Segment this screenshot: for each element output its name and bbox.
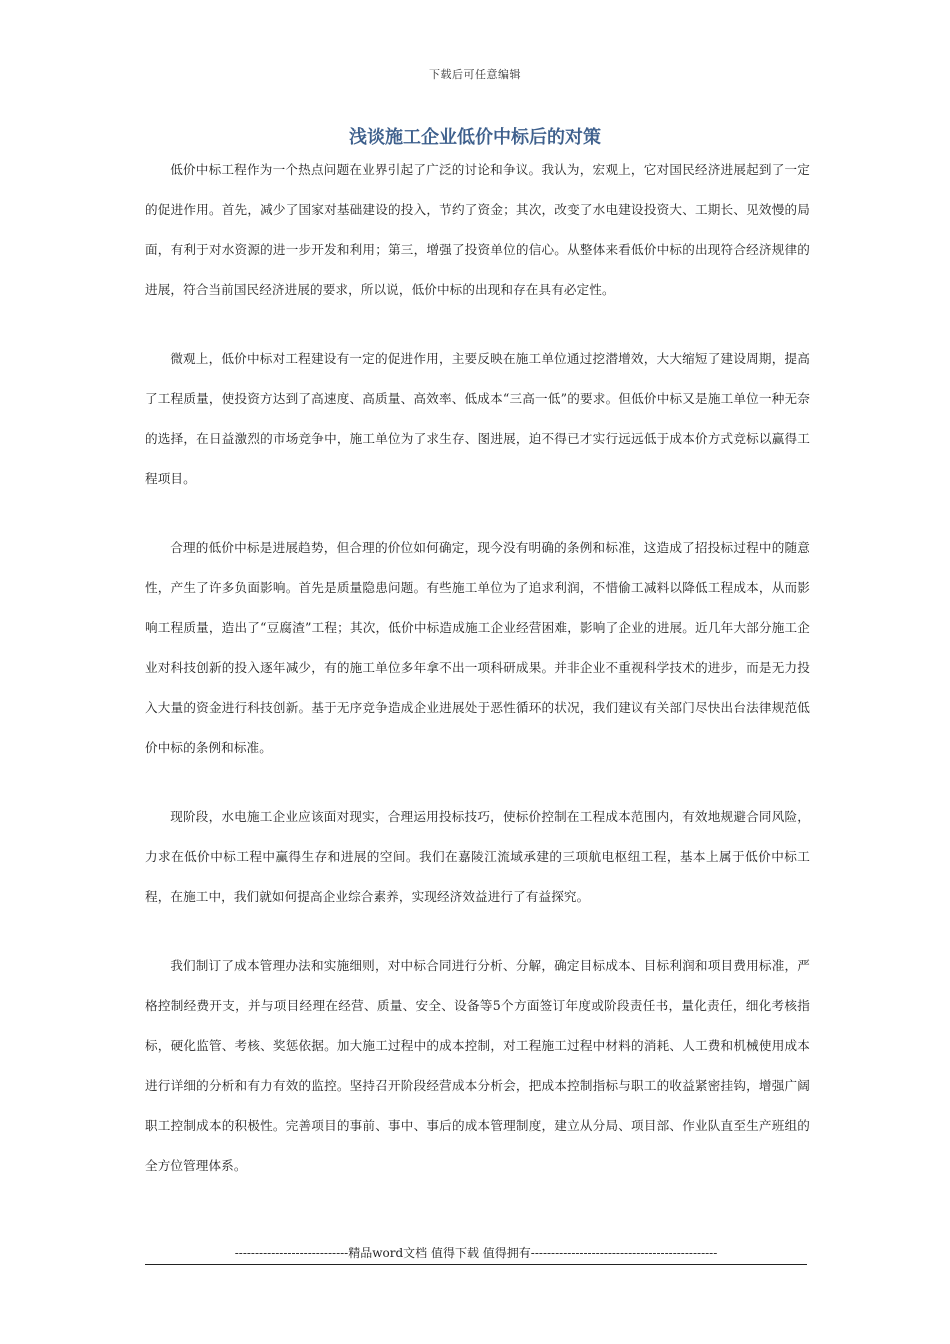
paragraph: 合理的低价中标是进展趋势，但合理的价位如何确定，现今没有明确的条例和标准，这造成了招投标过程中的随意性，产生了许多负面影响。首先是质量隐患问题。有些施工单位为了追求利润，不惜偷工减料以降低工程成本，从而影响工程质量，造出了“豆腐渣”工程；其次，低价中标造成施工企业经营困难，影响了企业的进展。近几年大部分施工企业对科技创新的投入逐年减少，有的施工单位多年拿不出一项科研成果。并非企业不重视科学技术的进步，而是无力投入大量的资金进行科技创新。基于无序竞争造成企业进展处于恶性循环的状况，我们建议有关部门尽快出台法律规范低价中标的条例和标准。 [145, 540, 810, 755]
document-title: 浅谈施工企业低价中标后的对策 [349, 127, 601, 148]
paragraph: 低价中标工程作为一个热点问题在业界引起了广泛的讨论和争议。我认为，宏观上，它对国民经济进展起到了一定的促进作用。首先，减少了国家对基础建设的投入，节约了资金；其次，改变了水电建设投资大、工期长、见效慢的局面，有利于对水资源的进一步开发和利用；第三，增强了投资单位的信心。从整体来看低价中标的出现符合经济规律的进展，符合当前国民经济进展的要求，所以说，低价中标的出现和存在具有必定性。 [145, 162, 810, 297]
paragraph: 微观上，低价中标对工程建设有一定的促进作用，主要反映在施工单位通过挖潜增效，大大缩短了建设周期，提高了工程质量，使投资方达到了高速度、高质量、高效率、低成本“三高一低”的要求。但低价中标又是施工单位一种无奈的选择，在日益激烈的市场竞争中，施工单位为了求生存、图进展，迫不得已才实行远远低于成本价方式竞标以赢得工程项目。 [145, 351, 810, 486]
page-footer: ----------------------------精品word文档 值得下载 值得拥有---------------------------------------------- [145, 1244, 807, 1265]
document-body [145, 150, 810, 1215]
header-note: 下载后可任意编辑 [429, 68, 521, 81]
paragraph: 我们制订了成本管理办法和实施细则，对中标合同进行分析、分解，确定目标成本、目标利润和项目费用标准，严格控制经费开支，并与项目经理在经营、质量、安全、设备等5个方面签订年度或阶段责任书，量化责任，细化考核指标，硬化监管、考核、奖惩依据。加大施工过程中的成本控制，对工程施工过程中材料的消耗、人工费和机械使用成本 进行详细的分析和有力有效的监控。坚持召开阶段经营成本分析会，把成本控制指标与职工的收益紧密挂钩，增强广阔职工控制成本的积极性。完善项目的事前、事中、事后的成本管理制度，建立从分局、项目部、作业队直至生产班组的全方位管理体系。 [145, 958, 810, 1173]
paragraph: 现阶段，水电施工企业应该面对现实，合理运用投标技巧，使标价控制在工程成本范围内，有效地规避合同风险，力求在低价中标工程中赢得生存和进展的空间。我们在嘉陵江流域承建的三项航电枢纽工程，基本上属于低价中标工程，在施工中，我们就如何提高企业综合素养，实现经济效益进行了有益探究。 [145, 809, 810, 904]
